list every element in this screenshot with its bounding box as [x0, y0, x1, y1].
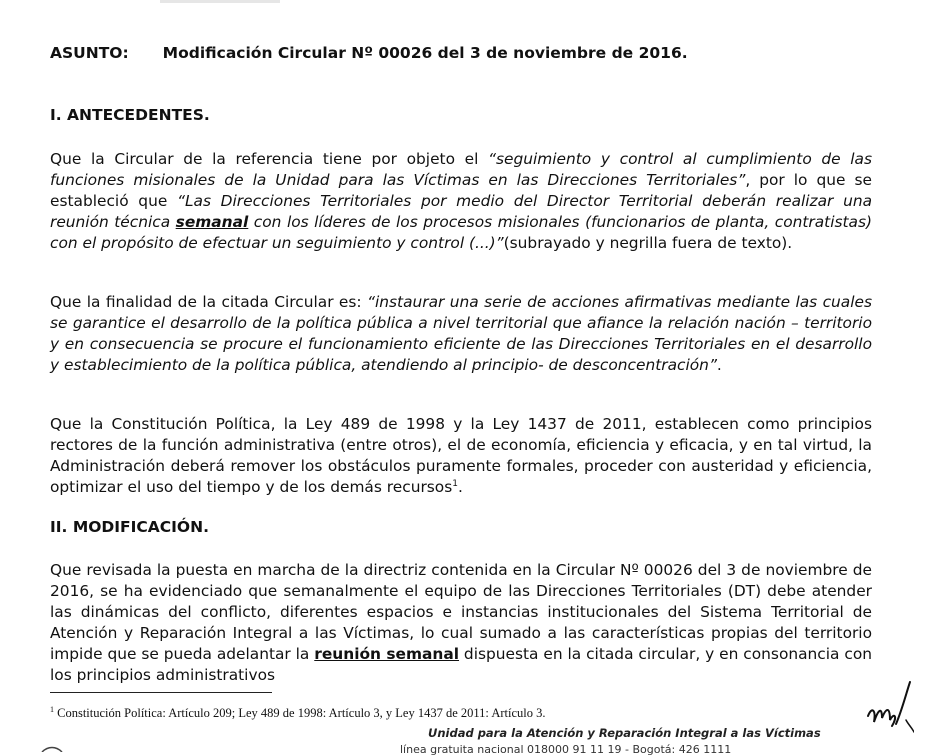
paragraph-1: [50, 149, 872, 254]
footnote: [50, 705, 546, 721]
footer-entity: Unidad para la Atención y Reparación Integral a las Víctimas: [428, 726, 821, 740]
p2-end: .: [716, 356, 722, 374]
logo-fragment-icon: [40, 744, 80, 752]
paragraph-4: [50, 560, 872, 686]
section-title-modificacion: II. MODIFICACIÓN.: [50, 518, 209, 536]
p4-emphasis-reunion-semanal: reunión semanal: [314, 645, 460, 663]
subject-line: [50, 44, 688, 62]
subject-label: ASUNTO:: [50, 44, 129, 62]
footnote-number: 1: [50, 705, 54, 714]
section-title-antecedentes: I. ANTECEDENTES.: [50, 106, 210, 124]
p3-end: .: [457, 478, 463, 496]
cropped-header-residue: [160, 0, 280, 4]
p3-text: Que la Constitución Política, la Ley 489 de 1998 y la Ley 1437 de 2011, establecen como principios rectores de la función administrativa (entre otros), el de economía, eficiencia y eficacia, y en tal virtud, la Administración deberá remover los obstáculos puramente formales, proceder con austeridad y eficiencia, optimizar el uso del tiempo y de los demás recursos: [50, 415, 872, 496]
p1-quote-end: con los líderes de los procesos misionales (funcionarios de planta, contratistas) con el propósito de efectuar un seguimiento y control (...)”: [50, 213, 872, 252]
p4-text-c: dispuesta en la citada circular, y en consonancia con los principios administrativos: [50, 645, 873, 684]
footnote-divider: [50, 692, 272, 693]
p1-quote-start: “Las Direcciones Territoriales por medio del Director Territorial deberán realizar una reunión técnica: [50, 192, 873, 231]
footer-contact: línea gratuita nacional 018000 91 11 19 - Bogotá: 426 1111: [400, 743, 732, 756]
p4-text-a: Que revisada la puesta en marcha de la directriz contenida en la Circular Nº 00026 del 3 de noviembre de 2016, se ha evidenciado que semanalmente el equipo de las Direcciones Territoriales (DT) debe atender las dinámicas del conflicto, diferentes espacios e instancias institucionales del Sistema Territorial de Atención y Reparación Integral a las Víctimas, lo cual sumado a las características propias del territorio impide que se pueda adelantar la: [50, 561, 872, 663]
handwritten-initials: [862, 676, 914, 734]
footnote-text: Constitución Política: Artículo 209; Ley 489 de 1998: Artículo 3, y Ley 1437 de 2011: Artículo 3.: [54, 706, 546, 721]
p1-text-c: , por lo que se estableció que: [50, 171, 872, 210]
subject-text: Modificación Circular Nº 00026 del 3 de noviembre de 2016.: [162, 44, 688, 62]
p1-text-a: Que la Circular de la referencia tiene por objeto el: [50, 150, 489, 168]
p2-quote: “instaurar una serie de acciones afirmativas mediante las cuales se garantice el desarrollo de la política pública a nivel territorial que afiance la relación nación – territorio y en consecuencia se procure el funcionamiento eficiente de las Direcciones Territoriales en el desarrollo y establecimiento de la política pública, atendiendo al principio- de desconcentración”: [50, 293, 872, 374]
p1-emphasis-semanal: semanal: [175, 213, 249, 231]
p1-note: (subrayado y negrilla fuera de texto).: [503, 234, 793, 252]
footnote-ref: 1: [452, 478, 458, 489]
p1-quote-object: “seguimiento y control al cumplimiento de las funciones misionales de la Unidad para las Víctimas en las Direcciones Territoriales”: [50, 150, 872, 189]
paragraph-3: [50, 414, 872, 498]
p2-text-a: Que la finalidad de la citada Circular es:: [50, 293, 368, 311]
paragraph-2: [50, 292, 872, 376]
